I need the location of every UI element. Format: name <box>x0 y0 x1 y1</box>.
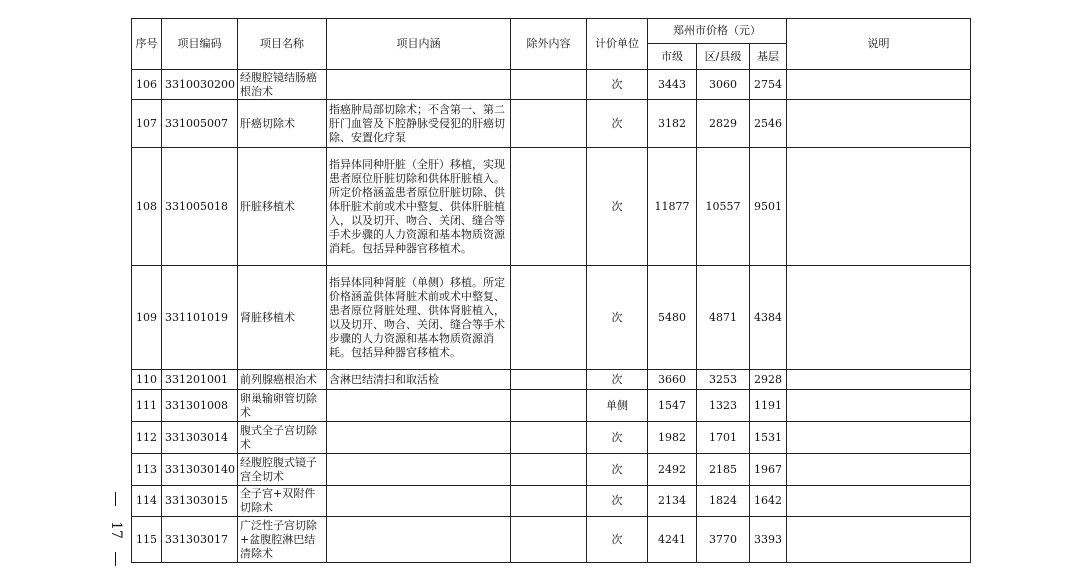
cell-unit: 次 <box>587 370 648 390</box>
cell-code: 331303015 <box>162 486 238 517</box>
cell-seq: 109 <box>132 266 162 370</box>
cell-unit: 次 <box>587 148 648 266</box>
cell-code: 331005018 <box>162 148 238 266</box>
cell-district-price: 3770 <box>697 517 750 563</box>
cell-city-price: 3660 <box>648 370 697 390</box>
cell-content <box>327 390 511 422</box>
cell-city-price: 3182 <box>648 100 697 148</box>
cell-unit: 次 <box>587 454 648 486</box>
cell-exclusion <box>511 370 587 390</box>
table-body <box>132 70 971 563</box>
cell-basic-price: 1531 <box>750 422 787 454</box>
cell-exclusion <box>511 70 587 100</box>
cell-content: 指癌肿局部切除术；不含第一、第二肝门血管及下腔静脉受侵犯的肝癌切除、安置化疗泵 <box>327 100 511 148</box>
cell-exclusion <box>511 454 587 486</box>
cell-note <box>787 100 971 148</box>
cell-content <box>327 70 511 100</box>
page-number <box>104 490 128 570</box>
cell-content: 指异体同种肾脏（单侧）移植。所定价格涵盖供体肾脏术前或术中整复、患者原位肾脏处理、供体肾脏植入，以及切开、吻合、关闭、缝合等手术步骤的人力资源和基本物质资源消耗。包括异种器官移植术。 <box>327 266 511 370</box>
cell-exclusion <box>511 517 587 563</box>
table-row <box>132 517 971 563</box>
cell-content: 指异体同种肝脏（全肝）移植，实现患者原位肝脏切除和供体肝脏植入。所定价格涵盖患者原位肝脏切除、供体肝脏术前或术中整复、供体肝脏植入，以及切开、吻合、关闭、缝合等手术步骤的人力资源和基本物质资源消耗。包括异种器官移植术。 <box>327 148 511 266</box>
table-row <box>132 486 971 517</box>
cell-name: 经腹腔腹式镜子宫全切术 <box>238 454 327 486</box>
cell-unit: 次 <box>587 486 648 517</box>
cell-basic-price: 9501 <box>750 148 787 266</box>
cell-note <box>787 517 971 563</box>
cell-city-price: 2492 <box>648 454 697 486</box>
cell-basic-price: 3393 <box>750 517 787 563</box>
header-district: 区/县级 <box>697 44 750 70</box>
header-basic: 基层 <box>750 44 787 70</box>
header-exclusion: 除外内容 <box>511 19 587 70</box>
cell-code: 331101019 <box>162 266 238 370</box>
cell-city-price: 5480 <box>648 266 697 370</box>
cell-name: 肝脏移植术 <box>238 148 327 266</box>
cell-exclusion <box>511 148 587 266</box>
cell-content: 含淋巴结清扫和取活检 <box>327 370 511 390</box>
cell-name: 卵巢输卵管切除术 <box>238 390 327 422</box>
table-header <box>132 19 971 70</box>
cell-seq: 111 <box>132 390 162 422</box>
cell-unit: 次 <box>587 100 648 148</box>
price-table <box>131 18 971 563</box>
cell-district-price: 1323 <box>697 390 750 422</box>
cell-basic-price: 2754 <box>750 70 787 100</box>
cell-name: 经腹腔镜结肠癌根治术 <box>238 70 327 100</box>
cell-city-price: 2134 <box>648 486 697 517</box>
header-seq: 序号 <box>132 19 162 70</box>
table-row <box>132 100 971 148</box>
cell-exclusion <box>511 390 587 422</box>
table-row <box>132 370 971 390</box>
cell-name: 广泛性子宫切除+盆腹腔淋巴结清除术 <box>238 517 327 563</box>
cell-district-price: 3060 <box>697 70 750 100</box>
cell-note <box>787 390 971 422</box>
cell-city-price: 4241 <box>648 517 697 563</box>
page-number-dash-top <box>115 492 116 506</box>
cell-seq: 115 <box>132 517 162 563</box>
cell-city-price: 1982 <box>648 422 697 454</box>
cell-code: 331303014 <box>162 422 238 454</box>
cell-district-price: 2185 <box>697 454 750 486</box>
table-row <box>132 422 971 454</box>
cell-code: 331301008 <box>162 390 238 422</box>
cell-basic-price: 2546 <box>750 100 787 148</box>
cell-basic-price: 1967 <box>750 454 787 486</box>
table-row <box>132 454 971 486</box>
cell-note <box>787 266 971 370</box>
cell-note <box>787 454 971 486</box>
cell-content <box>327 486 511 517</box>
cell-exclusion <box>511 266 587 370</box>
cell-district-price: 10557 <box>697 148 750 266</box>
table-row <box>132 70 971 100</box>
cell-basic-price: 1191 <box>750 390 787 422</box>
header-city: 市级 <box>648 44 697 70</box>
cell-note <box>787 70 971 100</box>
cell-city-price: 3443 <box>648 70 697 100</box>
cell-code: 331005007 <box>162 100 238 148</box>
cell-seq: 107 <box>132 100 162 148</box>
cell-name: 前列腺癌根治术 <box>238 370 327 390</box>
cell-seq: 114 <box>132 486 162 517</box>
cell-unit: 次 <box>587 266 648 370</box>
cell-exclusion <box>511 100 587 148</box>
cell-seq: 112 <box>132 422 162 454</box>
header-price-group: 郑州市价格（元） <box>648 19 787 44</box>
cell-code: 3313030140 <box>162 454 238 486</box>
cell-unit: 次 <box>587 422 648 454</box>
cell-note <box>787 148 971 266</box>
cell-basic-price: 4384 <box>750 266 787 370</box>
cell-city-price: 1547 <box>648 390 697 422</box>
cell-basic-price: 2928 <box>750 370 787 390</box>
cell-content <box>327 454 511 486</box>
cell-seq: 110 <box>132 370 162 390</box>
cell-unit: 次 <box>587 70 648 100</box>
header-code: 项目编码 <box>162 19 238 70</box>
header-name: 项目名称 <box>238 19 327 70</box>
cell-code: 331303017 <box>162 517 238 563</box>
cell-district-price: 3253 <box>697 370 750 390</box>
cell-content <box>327 422 511 454</box>
header-unit: 计价单位 <box>587 19 648 70</box>
cell-city-price: 11877 <box>648 148 697 266</box>
cell-district-price: 1824 <box>697 486 750 517</box>
cell-name: 肝癌切除术 <box>238 100 327 148</box>
table-row <box>132 148 971 266</box>
cell-name: 全子宫+双附件切除术 <box>238 486 327 517</box>
cell-seq: 106 <box>132 70 162 100</box>
cell-note <box>787 370 971 390</box>
cell-content <box>327 517 511 563</box>
cell-unit: 次 <box>587 517 648 563</box>
cell-note <box>787 486 971 517</box>
cell-seq: 108 <box>132 148 162 266</box>
cell-district-price: 4871 <box>697 266 750 370</box>
cell-exclusion <box>511 422 587 454</box>
table-row <box>132 266 971 370</box>
cell-name: 腹式全子宫切除术 <box>238 422 327 454</box>
table-row <box>132 390 971 422</box>
cell-exclusion <box>511 486 587 517</box>
header-note: 说明 <box>787 19 971 70</box>
cell-unit: 单侧 <box>587 390 648 422</box>
cell-code: 3310030200 <box>162 70 238 100</box>
header-content: 项目内涵 <box>327 19 511 70</box>
page-number-value: 17 <box>108 521 124 539</box>
cell-note <box>787 422 971 454</box>
cell-district-price: 2829 <box>697 100 750 148</box>
cell-name: 肾脏移植术 <box>238 266 327 370</box>
cell-basic-price: 1642 <box>750 486 787 517</box>
cell-code: 331201001 <box>162 370 238 390</box>
page-number-dash-bottom <box>115 552 116 566</box>
cell-district-price: 1701 <box>697 422 750 454</box>
cell-seq: 113 <box>132 454 162 486</box>
